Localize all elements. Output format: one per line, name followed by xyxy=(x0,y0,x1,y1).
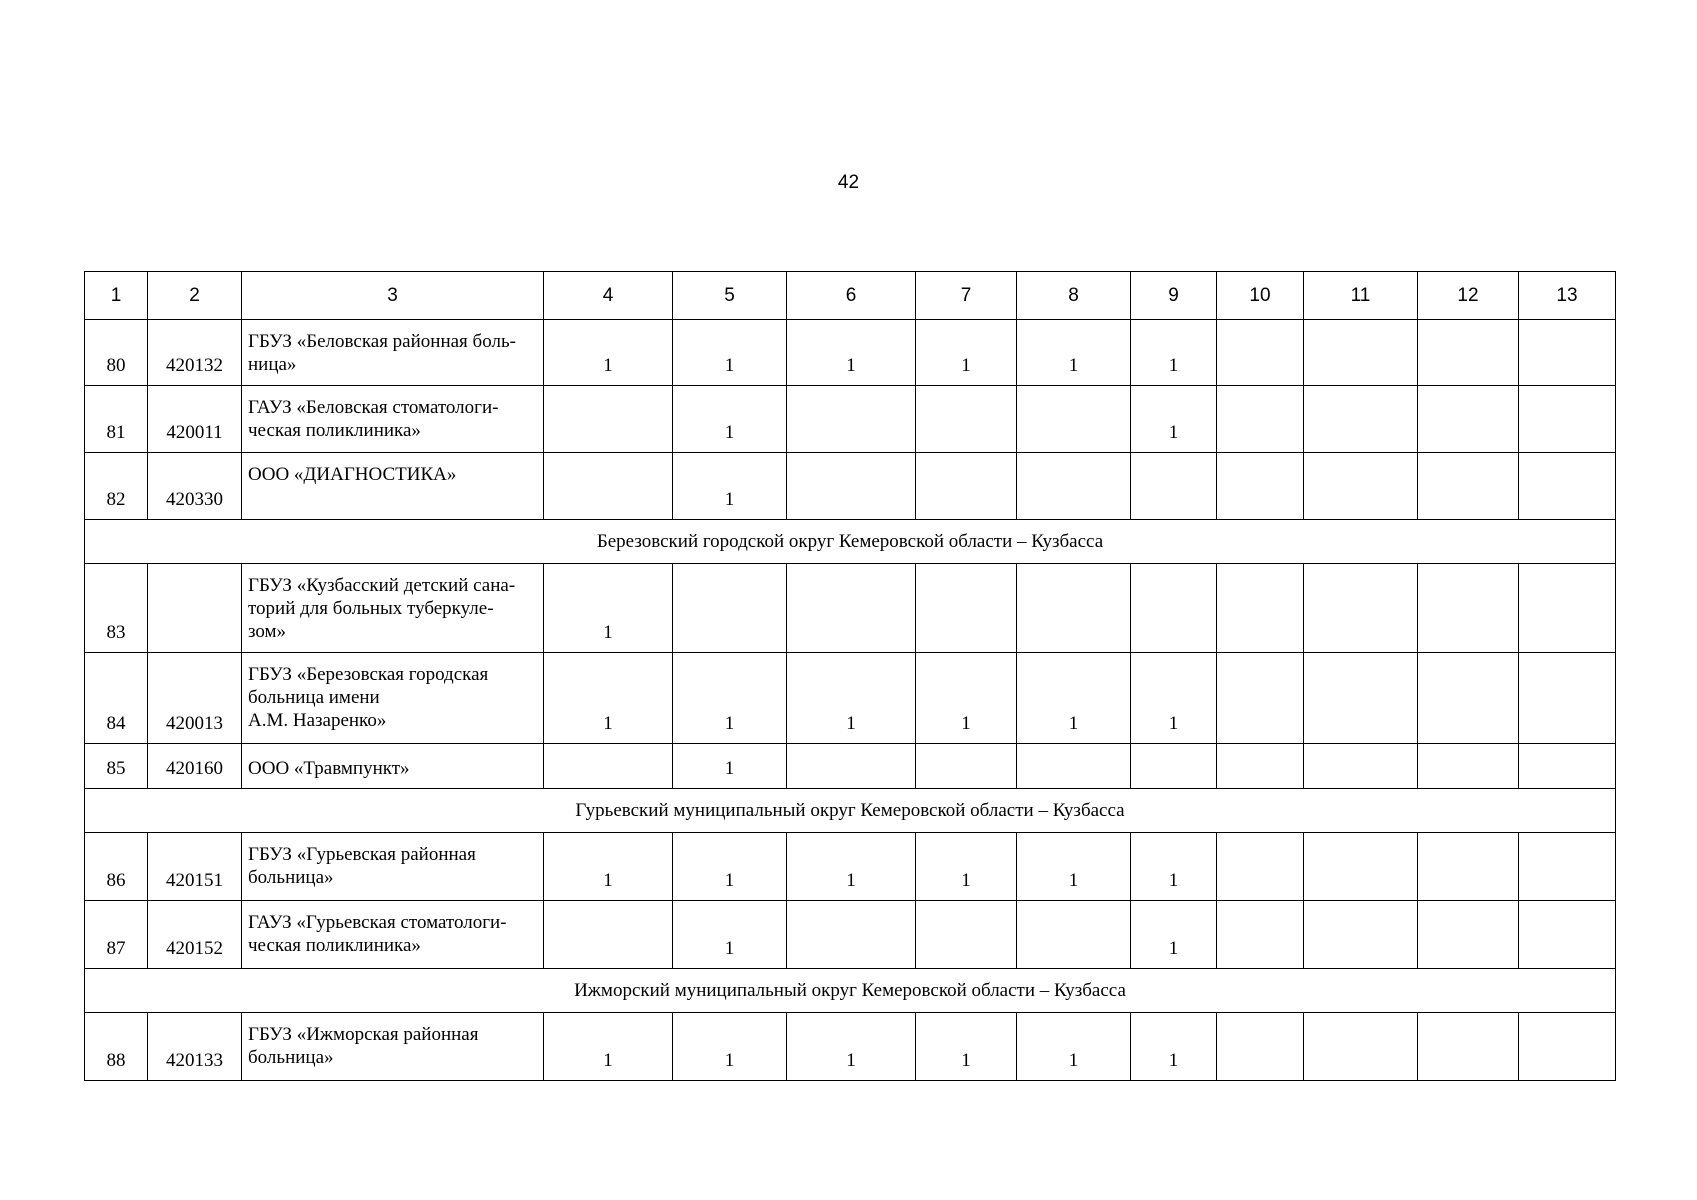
value-cell-col-13 xyxy=(1519,564,1616,653)
facility-code-cell: 420013 xyxy=(148,653,242,744)
facility-name-cell xyxy=(242,320,544,386)
value-cell-col-12 xyxy=(1418,833,1519,901)
facility-name-line: зом» xyxy=(248,621,287,642)
facility-name-cell xyxy=(242,744,544,789)
value-cell-col-6: 1 xyxy=(787,320,916,386)
value-cell-col-9: 1 xyxy=(1131,901,1217,969)
value-cell-col-4: 1 xyxy=(544,564,673,653)
facility-code-cell xyxy=(148,564,242,653)
value-cell-col-6 xyxy=(787,453,916,520)
value-cell-col-8 xyxy=(1017,386,1131,453)
column-number-cell: 5 xyxy=(673,272,787,320)
column-number-cell: 8 xyxy=(1017,272,1131,320)
column-number-cell: 4 xyxy=(544,272,673,320)
value-cell-col-10 xyxy=(1217,653,1304,744)
facility-code-cell: 420330 xyxy=(148,453,242,520)
value-cell-col-5: 1 xyxy=(673,320,787,386)
row-number-cell: 83 xyxy=(85,564,148,653)
facility-name-line: ГБУЗ «Беловская районная боль- xyxy=(248,331,516,352)
facility-name-line: больница имени xyxy=(248,687,380,708)
facility-name-line: ООО «Травмпункт» xyxy=(248,758,410,779)
table-row xyxy=(85,833,1616,901)
value-cell-col-11 xyxy=(1304,320,1418,386)
column-number-cell: 9 xyxy=(1131,272,1217,320)
section-title: Ижморский муниципальный округ Кемеровской области – Кузбасса xyxy=(85,969,1616,1013)
table-row xyxy=(85,744,1616,789)
value-cell-col-11 xyxy=(1304,744,1418,789)
value-cell-col-9 xyxy=(1131,453,1217,520)
value-cell-col-11 xyxy=(1304,564,1418,653)
value-cell-col-7: 1 xyxy=(916,1013,1017,1081)
facility-name-line: торий для больных туберкуле- xyxy=(248,598,494,619)
value-cell-col-5 xyxy=(673,564,787,653)
value-cell-col-11 xyxy=(1304,833,1418,901)
facility-name-line: ООО «ДИАГНОСТИКА» xyxy=(248,464,457,485)
value-cell-col-8: 1 xyxy=(1017,653,1131,744)
facility-name-line: ГАУЗ «Беловская стоматологи- xyxy=(248,397,499,418)
value-cell-col-7 xyxy=(916,901,1017,969)
value-cell-col-9: 1 xyxy=(1131,386,1217,453)
value-cell-col-10 xyxy=(1217,320,1304,386)
table-row xyxy=(85,386,1616,453)
row-number-cell: 87 xyxy=(85,901,148,969)
value-cell-col-5: 1 xyxy=(673,453,787,520)
value-cell-col-8: 1 xyxy=(1017,320,1131,386)
value-cell-col-5: 1 xyxy=(673,901,787,969)
value-cell-col-13 xyxy=(1519,453,1616,520)
table-row xyxy=(85,901,1616,969)
facility-name-line: ческая поликлиника» xyxy=(248,935,421,956)
value-cell-col-6 xyxy=(787,744,916,789)
row-number-cell: 80 xyxy=(85,320,148,386)
value-cell-col-8 xyxy=(1017,564,1131,653)
section-title: Березовский городской округ Кемеровской области – Кузбасса xyxy=(85,520,1616,564)
value-cell-col-9: 1 xyxy=(1131,653,1217,744)
value-cell-col-7 xyxy=(916,744,1017,789)
value-cell-col-13 xyxy=(1519,320,1616,386)
facility-name-line: ГБУЗ «Кузбасский детский сана- xyxy=(248,575,516,596)
facilities-table xyxy=(84,271,1616,1081)
value-cell-col-11 xyxy=(1304,386,1418,453)
facility-code-cell: 420132 xyxy=(148,320,242,386)
facility-code-cell: 420152 xyxy=(148,901,242,969)
facility-name-line: ГБУЗ «Березовская городская xyxy=(248,664,489,685)
value-cell-col-12 xyxy=(1418,564,1519,653)
value-cell-col-7 xyxy=(916,453,1017,520)
value-cell-col-7: 1 xyxy=(916,320,1017,386)
column-number-cell: 7 xyxy=(916,272,1017,320)
value-cell-col-11 xyxy=(1304,653,1418,744)
value-cell-col-11 xyxy=(1304,1013,1418,1081)
value-cell-col-8 xyxy=(1017,901,1131,969)
value-cell-col-6: 1 xyxy=(787,1013,916,1081)
facility-name-line: ГБУЗ «Ижморская районная xyxy=(248,1024,479,1045)
facility-name-cell xyxy=(242,833,544,901)
value-cell-col-4: 1 xyxy=(544,1013,673,1081)
column-number-cell: 11 xyxy=(1304,272,1418,320)
column-number-cell: 6 xyxy=(787,272,916,320)
value-cell-col-5: 1 xyxy=(673,1013,787,1081)
value-cell-col-5: 1 xyxy=(673,744,787,789)
value-cell-col-12 xyxy=(1418,653,1519,744)
facility-name-line: больница» xyxy=(248,1047,334,1068)
facility-name-line: А.М. Назаренко» xyxy=(248,710,387,731)
value-cell-col-6 xyxy=(787,901,916,969)
value-cell-col-9: 1 xyxy=(1131,1013,1217,1081)
value-cell-col-4 xyxy=(544,744,673,789)
value-cell-col-4: 1 xyxy=(544,833,673,901)
value-cell-col-13 xyxy=(1519,386,1616,453)
column-number-cell: 10 xyxy=(1217,272,1304,320)
value-cell-col-10 xyxy=(1217,1013,1304,1081)
row-number-cell: 82 xyxy=(85,453,148,520)
value-cell-col-10 xyxy=(1217,564,1304,653)
facility-name-cell xyxy=(242,564,544,653)
table-row xyxy=(85,453,1616,520)
value-cell-col-6 xyxy=(787,386,916,453)
value-cell-col-4: 1 xyxy=(544,320,673,386)
facility-code-cell: 420151 xyxy=(148,833,242,901)
value-cell-col-10 xyxy=(1217,453,1304,520)
column-number-cell: 13 xyxy=(1519,272,1616,320)
value-cell-col-8: 1 xyxy=(1017,1013,1131,1081)
value-cell-col-5: 1 xyxy=(673,653,787,744)
value-cell-col-13 xyxy=(1519,1013,1616,1081)
row-number-cell: 86 xyxy=(85,833,148,901)
value-cell-col-11 xyxy=(1304,901,1418,969)
value-cell-col-5: 1 xyxy=(673,386,787,453)
value-cell-col-9: 1 xyxy=(1131,833,1217,901)
value-cell-col-8: 1 xyxy=(1017,833,1131,901)
facility-name-line: ница» xyxy=(248,354,297,375)
value-cell-col-6 xyxy=(787,564,916,653)
value-cell-col-6: 1 xyxy=(787,653,916,744)
value-cell-col-12 xyxy=(1418,744,1519,789)
facility-name-cell xyxy=(242,1013,544,1081)
value-cell-col-9: 1 xyxy=(1131,320,1217,386)
value-cell-col-13 xyxy=(1519,833,1616,901)
facility-name-line: больница» xyxy=(248,867,334,888)
value-cell-col-8 xyxy=(1017,744,1131,789)
section-header-row xyxy=(85,969,1616,1013)
value-cell-col-11 xyxy=(1304,453,1418,520)
value-cell-col-13 xyxy=(1519,744,1616,789)
value-cell-col-4 xyxy=(544,901,673,969)
value-cell-col-12 xyxy=(1418,320,1519,386)
section-header-row xyxy=(85,789,1616,833)
value-cell-col-10 xyxy=(1217,744,1304,789)
table-row xyxy=(85,653,1616,744)
facility-name-line: ГБУЗ «Гурьевская районная xyxy=(248,844,476,865)
column-number-row xyxy=(85,272,1616,320)
value-cell-col-12 xyxy=(1418,386,1519,453)
value-cell-col-12 xyxy=(1418,901,1519,969)
column-number-cell: 1 xyxy=(85,272,148,320)
row-number-cell: 84 xyxy=(85,653,148,744)
table-row xyxy=(85,564,1616,653)
value-cell-col-10 xyxy=(1217,386,1304,453)
facility-name-cell xyxy=(242,901,544,969)
facility-name-cell xyxy=(242,653,544,744)
value-cell-col-10 xyxy=(1217,833,1304,901)
facility-name-line: ческая поликлиника» xyxy=(248,420,421,441)
row-number-cell: 88 xyxy=(85,1013,148,1081)
row-number-cell: 81 xyxy=(85,386,148,453)
table-row xyxy=(85,1013,1616,1081)
facility-code-cell: 420160 xyxy=(148,744,242,789)
value-cell-col-7 xyxy=(916,386,1017,453)
section-header-row xyxy=(85,520,1616,564)
page-number: 42 xyxy=(837,172,860,193)
value-cell-col-7 xyxy=(916,564,1017,653)
column-number-cell: 12 xyxy=(1418,272,1519,320)
facility-code-cell: 420011 xyxy=(148,386,242,453)
value-cell-col-4: 1 xyxy=(544,653,673,744)
value-cell-col-6: 1 xyxy=(787,833,916,901)
value-cell-col-9 xyxy=(1131,744,1217,789)
row-number-cell: 85 xyxy=(85,744,148,789)
value-cell-col-13 xyxy=(1519,901,1616,969)
value-cell-col-10 xyxy=(1217,901,1304,969)
facility-name-cell xyxy=(242,453,544,520)
value-cell-col-13 xyxy=(1519,653,1616,744)
column-number-cell: 2 xyxy=(148,272,242,320)
value-cell-col-12 xyxy=(1418,453,1519,520)
value-cell-col-5: 1 xyxy=(673,833,787,901)
facility-code-cell: 420133 xyxy=(148,1013,242,1081)
value-cell-col-8 xyxy=(1017,453,1131,520)
table-row xyxy=(85,320,1616,386)
value-cell-col-9 xyxy=(1131,564,1217,653)
facility-name-line: ГАУЗ «Гурьевская стоматологи- xyxy=(248,912,507,933)
facility-name-cell xyxy=(242,386,544,453)
value-cell-col-12 xyxy=(1418,1013,1519,1081)
value-cell-col-7: 1 xyxy=(916,833,1017,901)
value-cell-col-4 xyxy=(544,386,673,453)
column-number-cell: 3 xyxy=(242,272,544,320)
section-title: Гурьевский муниципальный округ Кемеровской области – Кузбасса xyxy=(85,789,1616,833)
value-cell-col-4 xyxy=(544,453,673,520)
value-cell-col-7: 1 xyxy=(916,653,1017,744)
